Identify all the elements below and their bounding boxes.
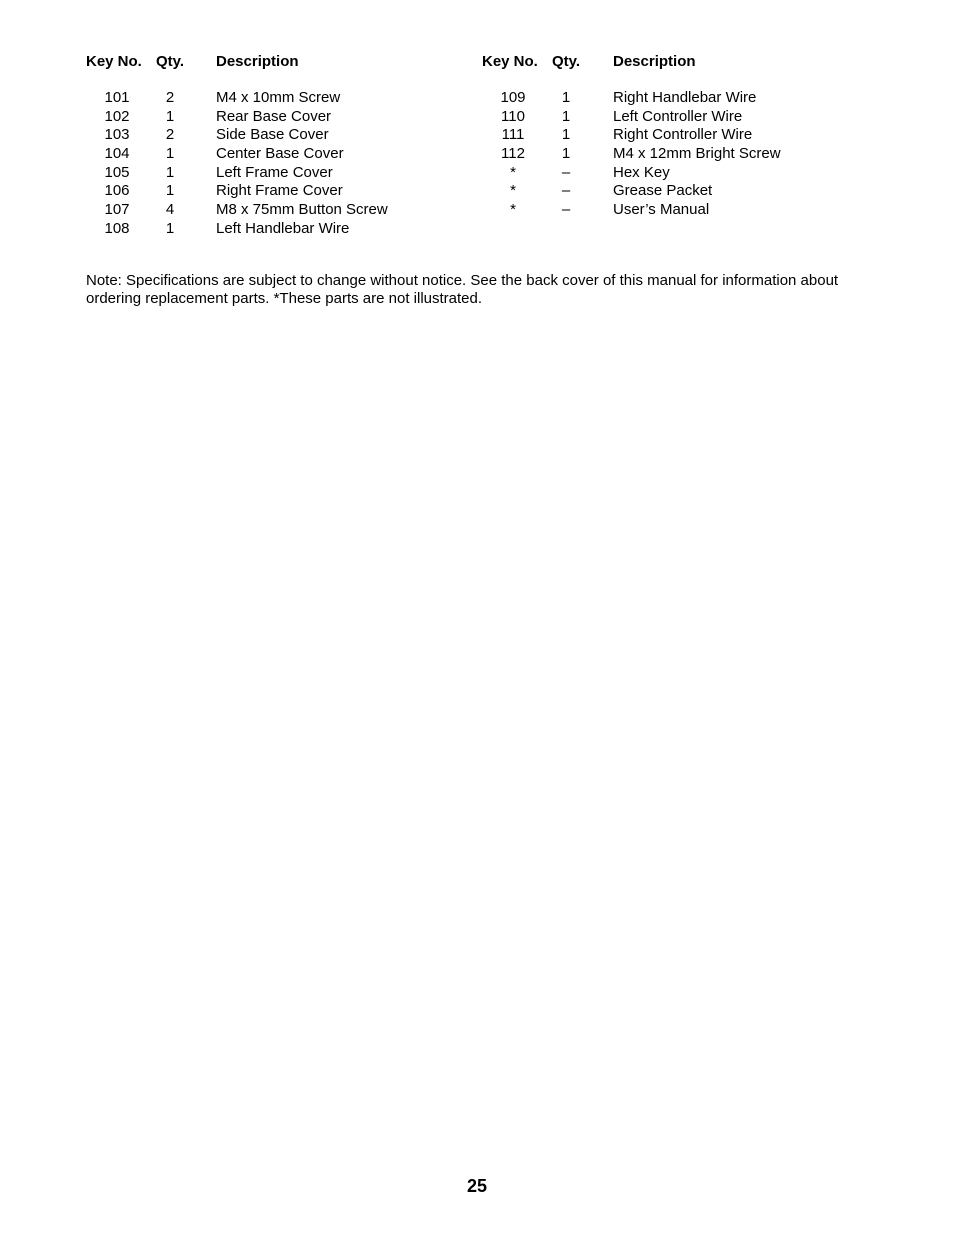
part-key-no: 110 — [501, 107, 525, 125]
part-qty: – — [561, 182, 571, 200]
part-key-no: 102 — [104, 107, 130, 125]
part-description: Right Frame Cover — [216, 182, 343, 200]
header-description: Description — [613, 53, 696, 70]
part-description: Left Frame Cover — [216, 163, 333, 181]
part-description: Center Base Cover — [216, 145, 344, 163]
header-key-no: Key No. — [86, 53, 142, 70]
page-number: 25 — [466, 1176, 488, 1196]
part-key-no: * — [510, 182, 516, 200]
part-description: Hex Key — [613, 163, 670, 181]
part-description: M4 x 12mm Bright Screw — [613, 145, 781, 163]
part-description: M4 x 10mm Screw — [216, 89, 341, 106]
header-qty: Qty. — [552, 53, 581, 70]
part-key-no: * — [510, 201, 516, 219]
part-qty: – — [561, 201, 571, 219]
part-description: Right Controller Wire — [613, 126, 753, 144]
part-qty: 2 — [165, 89, 175, 106]
part-qty: 4 — [165, 201, 175, 219]
header-description: Description — [216, 53, 299, 70]
part-description: Rear Base Cover — [216, 107, 332, 125]
part-description: M8 x 75mm Button Screw — [216, 201, 388, 219]
part-qty: 1 — [561, 107, 571, 125]
header-key-no: Key No. — [482, 53, 538, 70]
part-qty: 1 — [561, 126, 571, 144]
part-qty: 1 — [165, 145, 175, 163]
part-key-no: 104 — [104, 145, 130, 163]
part-key-no: 112 — [501, 145, 525, 163]
part-qty: – — [561, 163, 571, 181]
part-qty: 1 — [165, 182, 175, 200]
part-description: Grease Packet — [613, 182, 713, 200]
part-key-no: 101 — [104, 89, 130, 106]
part-qty: 1 — [165, 163, 175, 181]
part-qty: 1 — [165, 107, 175, 125]
part-qty: 1 — [165, 219, 175, 237]
part-key-no: 103 — [104, 126, 130, 144]
part-qty: 1 — [561, 145, 571, 163]
part-key-no: 105 — [104, 163, 130, 181]
part-description: Side Base Cover — [216, 126, 329, 144]
specifications-note: Note: Specifications are subject to change without notice. See the back cover of this manual for information about ordering replacement parts. *These parts are not illustrated. — [86, 272, 839, 307]
part-qty: 2 — [165, 126, 175, 144]
part-key-no: 107 — [104, 201, 130, 219]
part-key-no: 109 — [500, 89, 526, 106]
header-qty: Qty. — [156, 53, 185, 70]
part-description: Left Controller Wire — [613, 107, 743, 125]
part-qty: 1 — [561, 89, 571, 106]
part-description: User’s Manual — [613, 201, 710, 219]
part-key-no: * — [510, 163, 516, 181]
part-description: Right Handlebar Wire — [613, 89, 757, 106]
part-key-no: 106 — [104, 182, 130, 200]
part-key-no: 111 — [501, 126, 525, 144]
part-key-no: 108 — [104, 219, 130, 237]
part-description: Left Handlebar Wire — [216, 219, 350, 237]
